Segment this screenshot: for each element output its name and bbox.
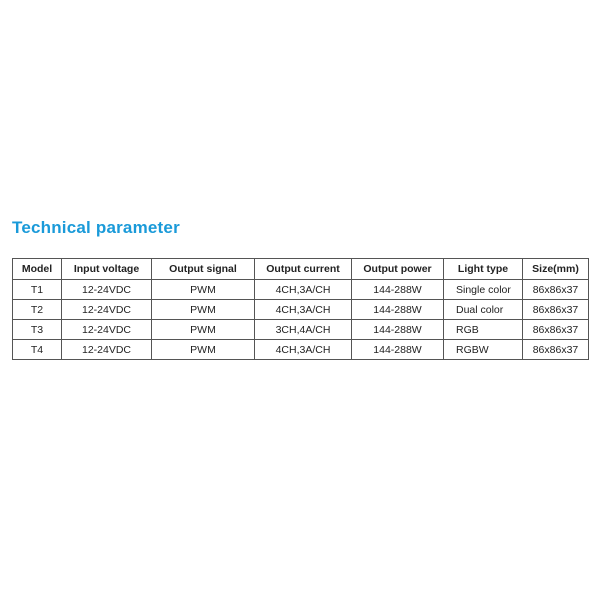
header-light-type: Light type <box>444 259 523 280</box>
cell-output-signal: PWM <box>152 340 255 360</box>
header-output-signal: Output signal <box>152 259 255 280</box>
cell-output-current: 4CH,3A/CH <box>255 280 352 300</box>
cell-output-signal: PWM <box>152 280 255 300</box>
table-row <box>13 320 589 340</box>
table-row <box>13 280 589 300</box>
cell-output-power: 144-288W <box>352 280 444 300</box>
cell-light-type: Dual color <box>444 300 523 320</box>
cell-input-voltage: 12-24VDC <box>62 320 152 340</box>
cell-model: T3 <box>13 320 62 340</box>
cell-output-signal: PWM <box>152 300 255 320</box>
cell-input-voltage: 12-24VDC <box>62 280 152 300</box>
cell-output-signal: PWM <box>152 320 255 340</box>
table-row <box>13 300 589 320</box>
cell-output-current: 3CH,4A/CH <box>255 320 352 340</box>
header-output-current: Output current <box>255 259 352 280</box>
cell-output-power: 144-288W <box>352 300 444 320</box>
table-row <box>13 340 589 360</box>
cell-input-voltage: 12-24VDC <box>62 300 152 320</box>
header-size: Size(mm) <box>523 259 589 280</box>
table-header-row <box>13 259 589 280</box>
cell-output-current: 4CH,3A/CH <box>255 300 352 320</box>
cell-light-type: Single color <box>444 280 523 300</box>
cell-model: T4 <box>13 340 62 360</box>
cell-size: 86x86x37 <box>523 320 589 340</box>
section-title: Technical parameter <box>12 218 180 237</box>
cell-input-voltage: 12-24VDC <box>62 340 152 360</box>
header-input-voltage: Input voltage <box>62 259 152 280</box>
cell-model: T2 <box>13 300 62 320</box>
cell-output-current: 4CH,3A/CH <box>255 340 352 360</box>
header-output-power: Output power <box>352 259 444 280</box>
header-model: Model <box>13 259 62 280</box>
cell-light-type: RGB <box>444 320 523 340</box>
cell-size: 86x86x37 <box>523 280 589 300</box>
cell-size: 86x86x37 <box>523 340 589 360</box>
cell-light-type: RGBW <box>444 340 523 360</box>
cell-output-power: 144-288W <box>352 340 444 360</box>
cell-size: 86x86x37 <box>523 300 589 320</box>
technical-parameter-table <box>12 258 589 360</box>
cell-output-power: 144-288W <box>352 320 444 340</box>
cell-model: T1 <box>13 280 62 300</box>
